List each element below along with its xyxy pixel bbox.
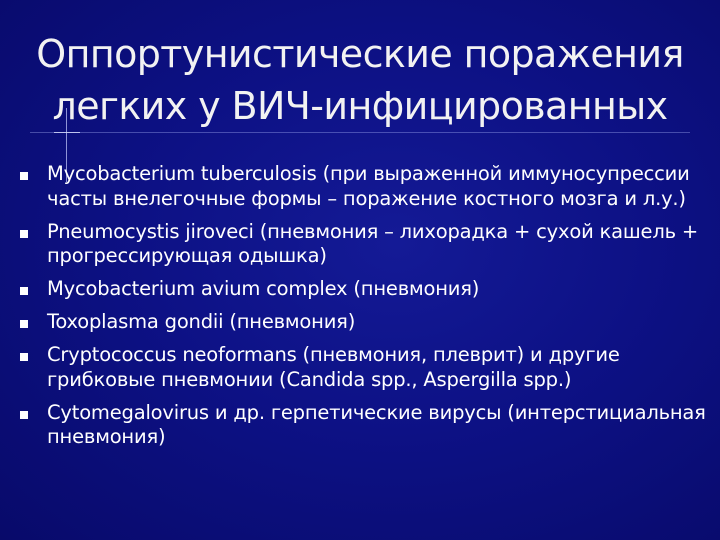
square-bullet-icon (20, 353, 28, 361)
bullet-text: Cryptococcus neoformans (пневмония, плеврит) и другие грибковые пневмонии (Candida spp., Aspergilla spp.) (47, 343, 620, 391)
bullet-list (18, 162, 708, 458)
bullet-text: Cytomegalovirus и др. герпетические вирусы (интерстициальная пневмония) (47, 400, 706, 448)
bullet-item (18, 162, 708, 211)
square-bullet-icon (20, 172, 28, 180)
bullet-item (18, 343, 708, 392)
square-bullet-icon (20, 320, 28, 328)
bullet-item (18, 277, 708, 302)
bullet-item (18, 401, 708, 450)
square-bullet-icon (20, 411, 28, 419)
bullet-text: Mycobacterium avium complex (пневмония) (47, 277, 480, 300)
square-bullet-icon (20, 287, 28, 295)
bullet-item (18, 220, 708, 269)
crosshair-horizontal-line (54, 132, 80, 133)
bullet-text: Mycobacterium tuberculosis (при выраженной иммуносупрессии часты внелегочные формы – поражение костного мозга и л.у.) (47, 162, 690, 210)
slide-title: Оппортунистические поражения легких у ВИЧ-инфицированных (36, 32, 684, 128)
bullet-text: Pneumocystis jiroveci (пневмония – лихорадка + сухой кашель + прогрессирующая одышка) (47, 219, 699, 267)
title-divider-line (30, 132, 690, 133)
bullet-item (18, 310, 708, 335)
square-bullet-icon (20, 230, 28, 238)
bullet-text: Toxoplasma gondii (пневмония) (47, 310, 356, 333)
